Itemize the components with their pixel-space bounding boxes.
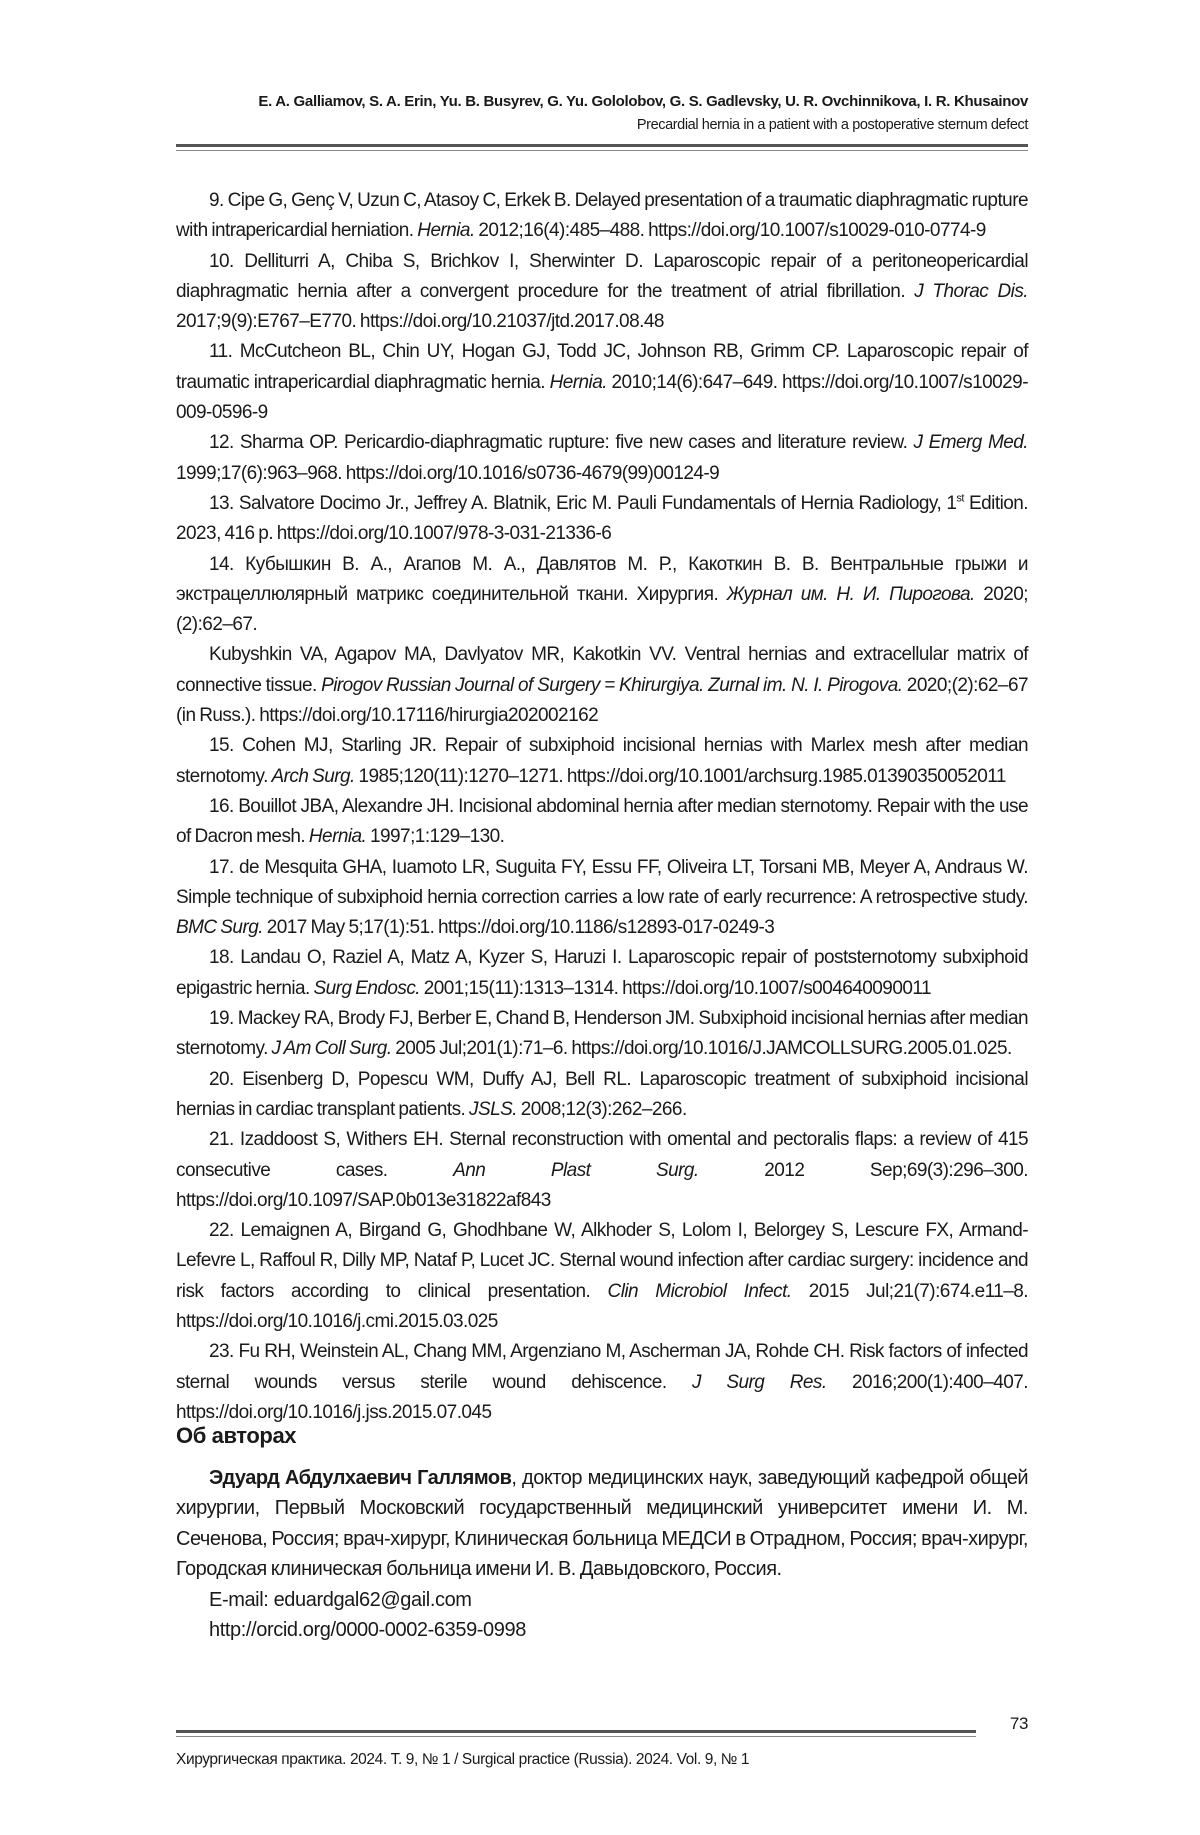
reference-text: 11. McCutcheon BL, Chin UY, Hogan GJ, Todd JC, Johnson RB, Grimm CP. Laparoscopic repair of traumatic intrapericardial diaphragmatic hernia. — [176, 341, 1028, 393]
reference-journal: J Am Coll Surg. — [271, 1038, 392, 1060]
reference-text: 21. Izaddoost S, Withers EH. Sternal reconstruction with omental and pectoralis flaps: a review of 415 consecutive cases. — [176, 1129, 1028, 1181]
reference-text: 19. Mackey RA, Brody FJ, Berber E, Chand B, Henderson JM. Subxiphoid incisional hernias after median sternotomy. — [176, 1008, 1028, 1060]
reference-text: 16. Bouillot JBA, Alexandre JH. Incisional abdominal hernia after median sternotomy. Repair with the use of Dacron mesh. — [176, 795, 1028, 848]
reference-journal: Clin Microbiol Infect. — [607, 1280, 792, 1302]
reference-journal: J Emerg Med. — [913, 432, 1028, 454]
reference-item — [176, 186, 1028, 247]
author-name: Эдуард Абдулхаевич Галлямов — [209, 1467, 512, 1489]
reference-citation: 1985;120(11):1270–1271. https://doi.org/10.1001/archsurg.1985.01390350052011 — [354, 765, 1006, 787]
reference-text: 23. Fu RH, Weinstein AL, Chang MM, Argenziano M, Ascherman JA, Rohde CH. Risk factors of infected sternal wounds versus sterile wound dehiscence. — [176, 1341, 1028, 1393]
reference-item — [176, 640, 1028, 731]
reference-item — [176, 1216, 1028, 1337]
reference-item — [176, 428, 1028, 489]
author-bio-text: , доктор медицинских наук, заведующий кафедрой общей хирургии, Первый Московский государственный медицинский университет имени И. М. Сеченова, Россия; врач-хирург, Клиническая больница МЕДСИ в Отрадном, Россия; врач-хирург, Городская клиническая больница имени И. В. Давыдовского, Россия. — [176, 1467, 1029, 1581]
reference-citation: 2020;(2):62–67. — [176, 583, 1029, 636]
author-orcid[interactable]: http://orcid.org/0000-0002-6359-0998 — [209, 1619, 526, 1642]
reference-item — [176, 550, 1028, 641]
reference-text: 15. Cohen MJ, Starling JR. Repair of subxiphoid incisional hernias with Marlex mesh after median sternotomy. — [176, 735, 1028, 787]
reference-item — [176, 731, 1028, 792]
reference-journal: J Surg Res. — [691, 1371, 827, 1393]
reference-citation: 2017;9(9):E767–E770. https://doi.org/10.21037/jtd.2017.08.48 — [176, 311, 664, 333]
reference-journal: Pirogov Russian Journal of Surgery = Khirurgiya. Zurnal im. N. I. Pirogova. — [321, 674, 903, 696]
reference-text: Kubyshkin VA, Agapov MA, Davlyatov MR, Kakotkin VV. Ventral hernias and extracellular matrix of connective tissue. — [176, 644, 1028, 696]
reference-journal: Hernia. — [549, 371, 607, 393]
reference-text: 9. Cipe G, Genç V, Uzun C, Atasoy C, Erkek B. Delayed presentation of a traumatic diaphragmatic rupture with intrapericardial herniation. — [176, 190, 1028, 242]
reference-text: 14. Кубышкин В. А., Агапов М. А., Давлятов М. Р., Какоткин В. В. Вентральные грыжи и экстрацеллюлярный матрикс соединительной ткани. Хирургия. — [176, 553, 1028, 605]
reference-item — [176, 943, 1028, 1004]
reference-item — [176, 1004, 1028, 1065]
reference-journal: Ann Plast Surg. — [453, 1159, 699, 1181]
reference-citation: 2017 May 5;17(1):51. https://doi.org/10.1186/s12893-017-0249-3 — [262, 917, 775, 939]
about-heading: Об авторах — [176, 1423, 297, 1448]
reference-journal: Arch Surg. — [271, 765, 355, 787]
reference-item — [176, 853, 1028, 944]
reference-text: 12. Sharma OP. Pericardio-diaphragmatic rupture: five new cases and literature review. — [209, 432, 914, 454]
reference-text: 13. Salvatore Docimo Jr., Jeffrey A. Blatnik, Eric M. Pauli Fundamentals of Hernia Radiology, 1 — [209, 492, 957, 514]
reference-text: 17. de Mesquita GHA, Iuamoto LR, Suguita FY, Essu FF, Oliveira LT, Torsani MB, Meyer A, Andraus W. Simple technique of subxiphoid hernia correction carries a low rate of early recurrence: A retrospective study. — [176, 856, 1028, 908]
reference-citation: 2016;200(1):400–407. https://doi.org/10.1016/j.jss.2015.07.045 — [176, 1371, 1028, 1423]
reference-text: 20. Eisenberg D, Popescu WM, Duffy AJ, Bell RL. Laparoscopic treatment of subxiphoid incisional hernias in cardiac transplant patients. — [176, 1068, 1028, 1120]
journal-footer: Хирургическая практика. 2024. Т. 9, № 1 / Surgical practice (Russia). 2024. Vol. 9, № 1 — [176, 1751, 750, 1768]
page-number: 73 — [1009, 1714, 1028, 1733]
reference-citation: 2015 Jul;21(7):674.e11–8. https://doi.org/10.1016/j.cmi.2015.03.025 — [176, 1280, 1028, 1332]
reference-journal: Surg Endosc. — [313, 977, 420, 999]
reference-item — [176, 792, 1028, 853]
reference-citation: 2008;12(3):262–266. — [516, 1098, 687, 1120]
reference-journal: Журнал им. Н. И. Пирогова. — [726, 583, 975, 605]
reference-journal: J Thorac Dis. — [914, 280, 1028, 302]
running-header — [176, 92, 1028, 135]
author-email[interactable]: E-mail: eduardgal62@gail.com — [209, 1588, 472, 1611]
reference-list — [176, 186, 1028, 1428]
reference-item — [176, 337, 1028, 428]
reference-text: 22. Lemaignen A, Birgand G, Ghodhbane W, Alkhoder S, Lolom I, Belorgey S, Lescure FX, Armand-Lefevre L, Raffoul R, Dilly MP, Nataf P, Lucet JC. Sternal wound infection after cardiac surgery: incidence and risk factors according to clinical presentation. — [176, 1220, 1028, 1302]
reference-citation: 1997;1:129–130. — [366, 826, 505, 848]
reference-item — [176, 247, 1028, 338]
reference-citation: Edition. 2023, 416 p. https://doi.org/10.1007/978-3-031-21336-6 — [176, 492, 1029, 545]
reference-citation: 2012 Sep;69(3):296–300. https://doi.org/10.1097/SAP.0b013e31822af843 — [176, 1159, 1029, 1211]
reference-citation: 2001;15(11):1313–1314. https://doi.org/10.1007/s004640090011 — [420, 977, 931, 999]
reference-item — [176, 1125, 1028, 1216]
header-authors: E. A. Galliamov, S. A. Erin, Yu. B. Busyrev, G. Yu. Gololobov, G. S. Gadlevsky, U. R. Ovchinnikova, I. R. Khusainov — [258, 93, 1028, 110]
reference-citation: 2010;14(6):647–649. https://doi.org/10.1007/s10029-009-0596-9 — [176, 371, 1028, 424]
reference-item — [176, 1337, 1028, 1428]
reference-journal: BMC Surg. — [176, 917, 263, 939]
reference-item — [176, 489, 1028, 550]
author-bio — [176, 1463, 1028, 1585]
reference-text: 10. Delliturri A, Chiba S, Brichkov I, Sherwinter D. Laparoscopic repair of a peritoneopericardial diaphragmatic hernia after a convergent procedure for the treatment of atrial fibrillation. — [176, 250, 1028, 302]
header-rule — [176, 144, 1028, 147]
footer-rule — [176, 1730, 976, 1733]
reference-journal: JSLS. — [469, 1098, 517, 1120]
footer-rule-thin — [176, 1736, 976, 1737]
reference-citation: 2012;16(4):485–488. https://doi.org/10.1007/s10029-010-0774-9 — [474, 220, 986, 242]
reference-superscript: st — [956, 492, 964, 505]
reference-item — [176, 1065, 1028, 1126]
reference-journal: Hernia. — [308, 826, 367, 848]
reference-citation: 2005 Jul;201(1):71–6. https://doi.org/10.1016/J.JAMCOLLSURG.2005.01.025. — [391, 1038, 1012, 1060]
reference-journal: Hernia. — [417, 220, 475, 242]
about-authors-section — [176, 1421, 1028, 1645]
header-article-title: Precardial hernia in a patient with a postoperative sternum defect — [636, 117, 1028, 133]
reference-citation: 2020;(2):62–67 (in Russ.). https://doi.org/10.17116/hirurgia202002162 — [176, 674, 1028, 727]
reference-citation: 1999;17(6):963–968. https://doi.org/10.1016/s0736-4679(99)00124-9 — [176, 462, 720, 484]
header-rule-thin — [176, 150, 1028, 151]
reference-text: 18. Landau O, Raziel A, Matz A, Kyzer S, Haruzi I. Laparoscopic repair of poststernotomy subxiphoid epigastric hernia. — [176, 947, 1028, 999]
